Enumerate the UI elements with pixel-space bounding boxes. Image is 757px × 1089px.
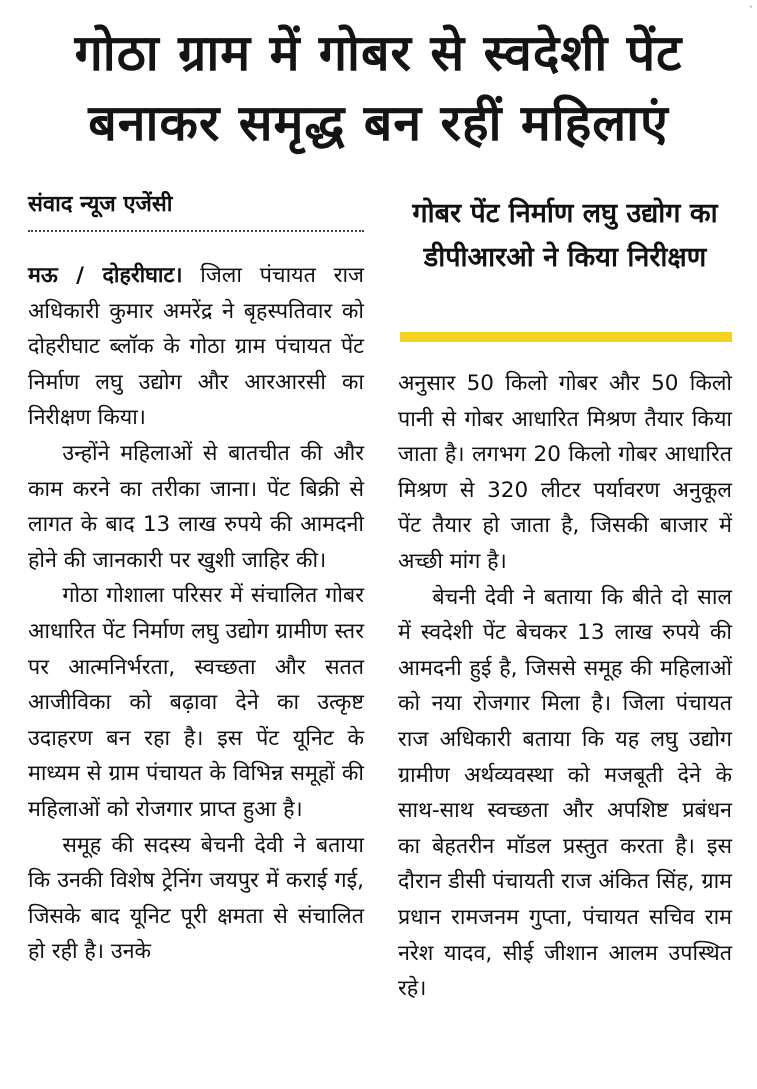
article-paragraph: बेचनी देवी ने बताया कि बीते दो साल में स्वदेशी पेंट बेचकर 13 लाख रुपये की आमदनी हुई है, जिससे समूह की महिलाओं को नया रोजगार मिला है। जिला पंचायत राज अधिकारी बताया कि यह लघु उद्योग ग्रामीण अर्थव्यवस्था को मजबूती देने के साथ-साथ स्वच्छता और अपशिष्ट प्रबंधन का बेहतरीन मॉडल प्रस्तुत करता है। इस दौरान डीसी पंचायती राज अंकित सिंह, ग्राम प्रधान रामजनम गुप्ता, पंचायत सचिव राम नरेश यादव, सीई जीशान आलम उपस्थित रहे। (398, 584, 732, 1002)
article-paragraph: समूह की सदस्य बेचनी देवी ने बताया कि उनकी विशेष ट्रेनिंग जयपुर में कराई गई, जिसके बाद यूनिट पूरी क्षमता से संचालित हो रही है। उनके (28, 832, 364, 965)
headline-line-1: गोठा ग्राम में गोबर से स्वदेशी पेंट (74, 24, 683, 82)
article-paragraph: अनुसार 50 किलो गोबर और 50 किलो पानी से गोबर आधारित मिश्रण तैयार किया जाता है। लगभग 20 किलो गोबर आधारित मिश्रण से 320 लीटर पर्यावरण अनुकूल पेंट तैयार हो जाता है, जिसकी बाजार में अच्छी मांग है। (398, 371, 732, 574)
paragraph-text: जिला पंचायत राज अधिकारी कुमार अमरेंद्र ने बृहस्पतिवार को दोहरीघाट ब्लॉक के गोठा ग्राम पंचायत पेंट निर्माण लघु उद्योग और आरआरसी का निरीक्षण किया। (28, 263, 364, 431)
corner-mark: · (749, 0, 753, 14)
accent-rule (400, 332, 732, 342)
subheadline: गोबर पेंट निर्माण लघु उद्योग का डीपीआरओ ने किया निरीक्षण (412, 198, 718, 273)
headline-line-2: बनाकर समृद्ध बन रहीं महिलाएं (88, 94, 669, 152)
article-left-column (28, 258, 364, 970)
dateline: मऊ / दोहरीघाट। (28, 263, 183, 288)
byline: संवाद न्यूज एजेंसी (28, 188, 364, 232)
article-right-column (398, 366, 732, 1007)
article-paragraph: गोठा गोशाला परिसर में संचालित गोबर आधारित पेंट निर्माण लघु उद्योग ग्रामीण स्तर पर आत्मनिर्भरता, स्वच्छता और सतत आजीविका को बढ़ावा देने का उत्कृष्ट उदाहरण बन रहा है। इस पेंट यूनिट के माध्यम से ग्राम पंचायत के विभिन्न समूहों की महिलाओं को रोजगार प्राप्त हुआ है। (28, 583, 364, 822)
article-paragraph (28, 258, 364, 436)
article-paragraph: उन्होंने महिलाओं से बातचीत की और काम करने का तरीका जाना। पेंट बिक्री से लागत के बाद 13 लाख रुपये की आमदनी होने की जानकारी पर खुशी जाहिर की। (28, 440, 364, 573)
headline (10, 18, 747, 158)
